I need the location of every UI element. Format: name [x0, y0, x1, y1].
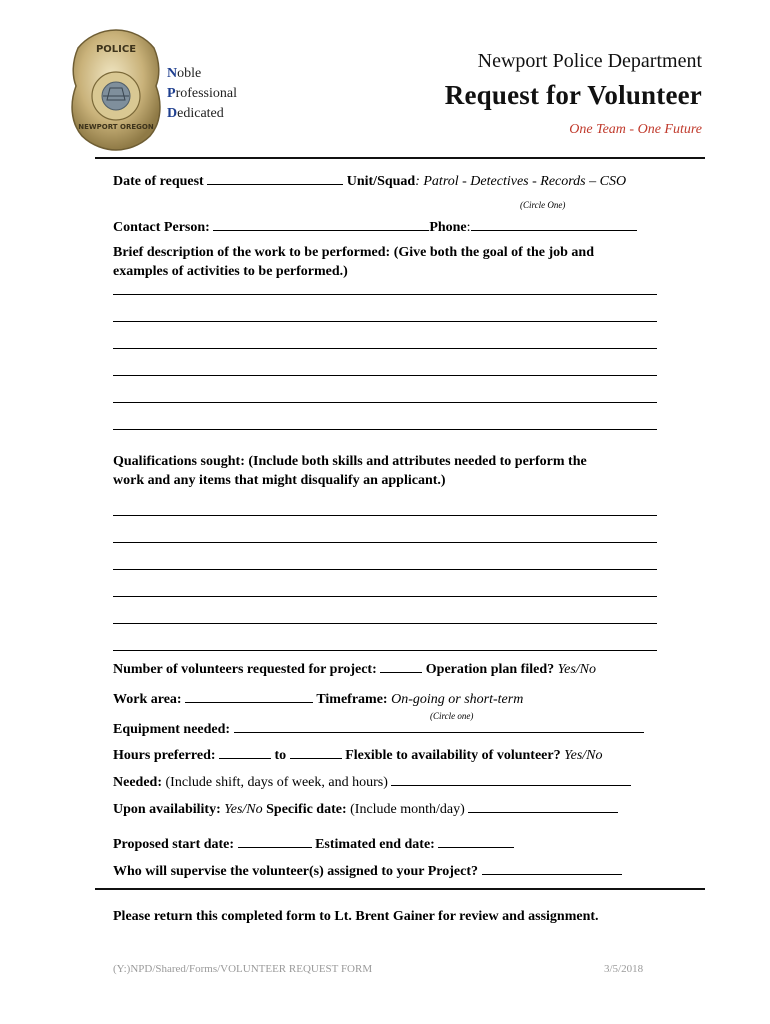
description-line-3[interactable] [113, 348, 657, 349]
start-label: Proposed start date: [113, 837, 235, 852]
description-line-5[interactable] [113, 402, 657, 403]
header-divider [95, 157, 705, 159]
qualifications-line-1[interactable] [113, 515, 657, 516]
qualifications-line-4[interactable] [113, 596, 657, 597]
motto-line-professional: Professional [167, 86, 237, 101]
work-area-field[interactable] [185, 691, 313, 703]
description-line-1[interactable] [113, 294, 657, 295]
hours-to-field[interactable] [290, 747, 342, 759]
police-badge-logo [70, 28, 162, 152]
phone-field[interactable] [471, 219, 637, 231]
form-title: Request for Volunteer [444, 80, 702, 110]
description-line-2[interactable] [113, 321, 657, 322]
dates-row [113, 836, 514, 853]
timeframe-options[interactable]: On-going or short-term [391, 692, 524, 707]
phone-label: Phone [429, 220, 467, 235]
badge-top-text: POLICE [95, 44, 137, 55]
work-area-label: Work area: [113, 692, 182, 707]
date-field[interactable] [207, 173, 343, 185]
upon-label: Upon availability: [113, 802, 221, 817]
qualifications-line-3[interactable] [113, 569, 657, 570]
needed-hint: (Include shift, days of week, and hours) [165, 775, 388, 790]
description-line-6[interactable] [113, 429, 657, 430]
return-note: Please return this completed form to Lt. Brent Gainer for review and assignment. [113, 909, 599, 924]
date-label: Date of request [113, 174, 204, 189]
circle-one-note: (Circle One) [520, 200, 566, 210]
needed-field[interactable] [391, 774, 631, 786]
flexible-options[interactable]: Yes/No [564, 748, 603, 763]
department-name: Newport Police Department [477, 50, 702, 72]
specific-hint: (Include month/day) [350, 802, 465, 817]
qualifications-line-2[interactable] [113, 542, 657, 543]
upon-row [113, 801, 618, 818]
operation-options[interactable]: Yes/No [557, 662, 597, 677]
volunteers-field[interactable] [380, 661, 422, 673]
unit-label: Unit/Squad [346, 174, 416, 189]
motto-line-noble: Noble [167, 66, 202, 81]
hours-to: to [274, 748, 287, 763]
end-label: Estimated end date: [315, 837, 435, 852]
bottom-divider [95, 888, 705, 890]
circle-one-note-2: (Circle one) [430, 711, 474, 721]
supervise-label: Who will supervise the volunteer(s) assigned to your Project? [113, 864, 479, 879]
equipment-label: Equipment needed: [113, 722, 231, 737]
qualifications-label: Qualifications sought: (Include both skills and attributes needed to perform the [113, 454, 587, 469]
qualifications-line-5[interactable] [113, 623, 657, 624]
end-field[interactable] [438, 836, 514, 848]
qualifications-line-6[interactable] [113, 650, 657, 651]
motto-line-dedicated: Dedicated [167, 106, 224, 121]
supervise-field[interactable] [482, 863, 622, 875]
hours-label: Hours preferred: [113, 748, 216, 763]
contact-field[interactable] [213, 219, 429, 231]
qualifications-label-2: work and any items that might disqualify an applicant.) [113, 473, 446, 488]
motto-block [167, 64, 237, 124]
description-label-2: examples of activities to be performed.) [113, 264, 348, 279]
needed-row [113, 774, 631, 791]
timeframe-label: Timeframe: [316, 692, 388, 707]
hours-row [113, 747, 603, 764]
contact-label: Contact Person: [113, 220, 210, 235]
specific-field[interactable] [468, 801, 618, 813]
description-line-4[interactable] [113, 375, 657, 376]
start-field[interactable] [238, 836, 312, 848]
equipment-field[interactable] [234, 721, 644, 733]
needed-label: Needed: [113, 775, 162, 790]
footer-date: 3/5/2018 [604, 963, 644, 975]
footer-path: (Y:)NPD/Shared/Forms/VOLUNTEER REQUEST FORM [113, 963, 373, 975]
date-unit-row [113, 173, 626, 190]
specific-label: Specific date: [266, 802, 347, 817]
hours-from-field[interactable] [219, 747, 271, 759]
description-label: Brief description of the work to be performed: (Give both the goal of the job and [113, 245, 595, 260]
volunteers-row [113, 661, 596, 678]
work-area-row [113, 691, 523, 708]
supervise-row [113, 863, 622, 880]
volunteers-label: Number of volunteers requested for project: [113, 662, 377, 677]
equipment-row [113, 721, 644, 738]
contact-row: Contact Person: Phone: [113, 219, 637, 236]
unit-options[interactable]: : Patrol - Detectives - Records – CSO [415, 174, 627, 189]
badge-bottom-text: NEWPORT OREGON [78, 123, 154, 131]
flexible-label: Flexible to availability of volunteer? [345, 748, 561, 763]
slogan: One Team - One Future [569, 122, 702, 137]
upon-options[interactable]: Yes/No [224, 802, 263, 817]
operation-label: Operation plan filed? [425, 662, 555, 677]
